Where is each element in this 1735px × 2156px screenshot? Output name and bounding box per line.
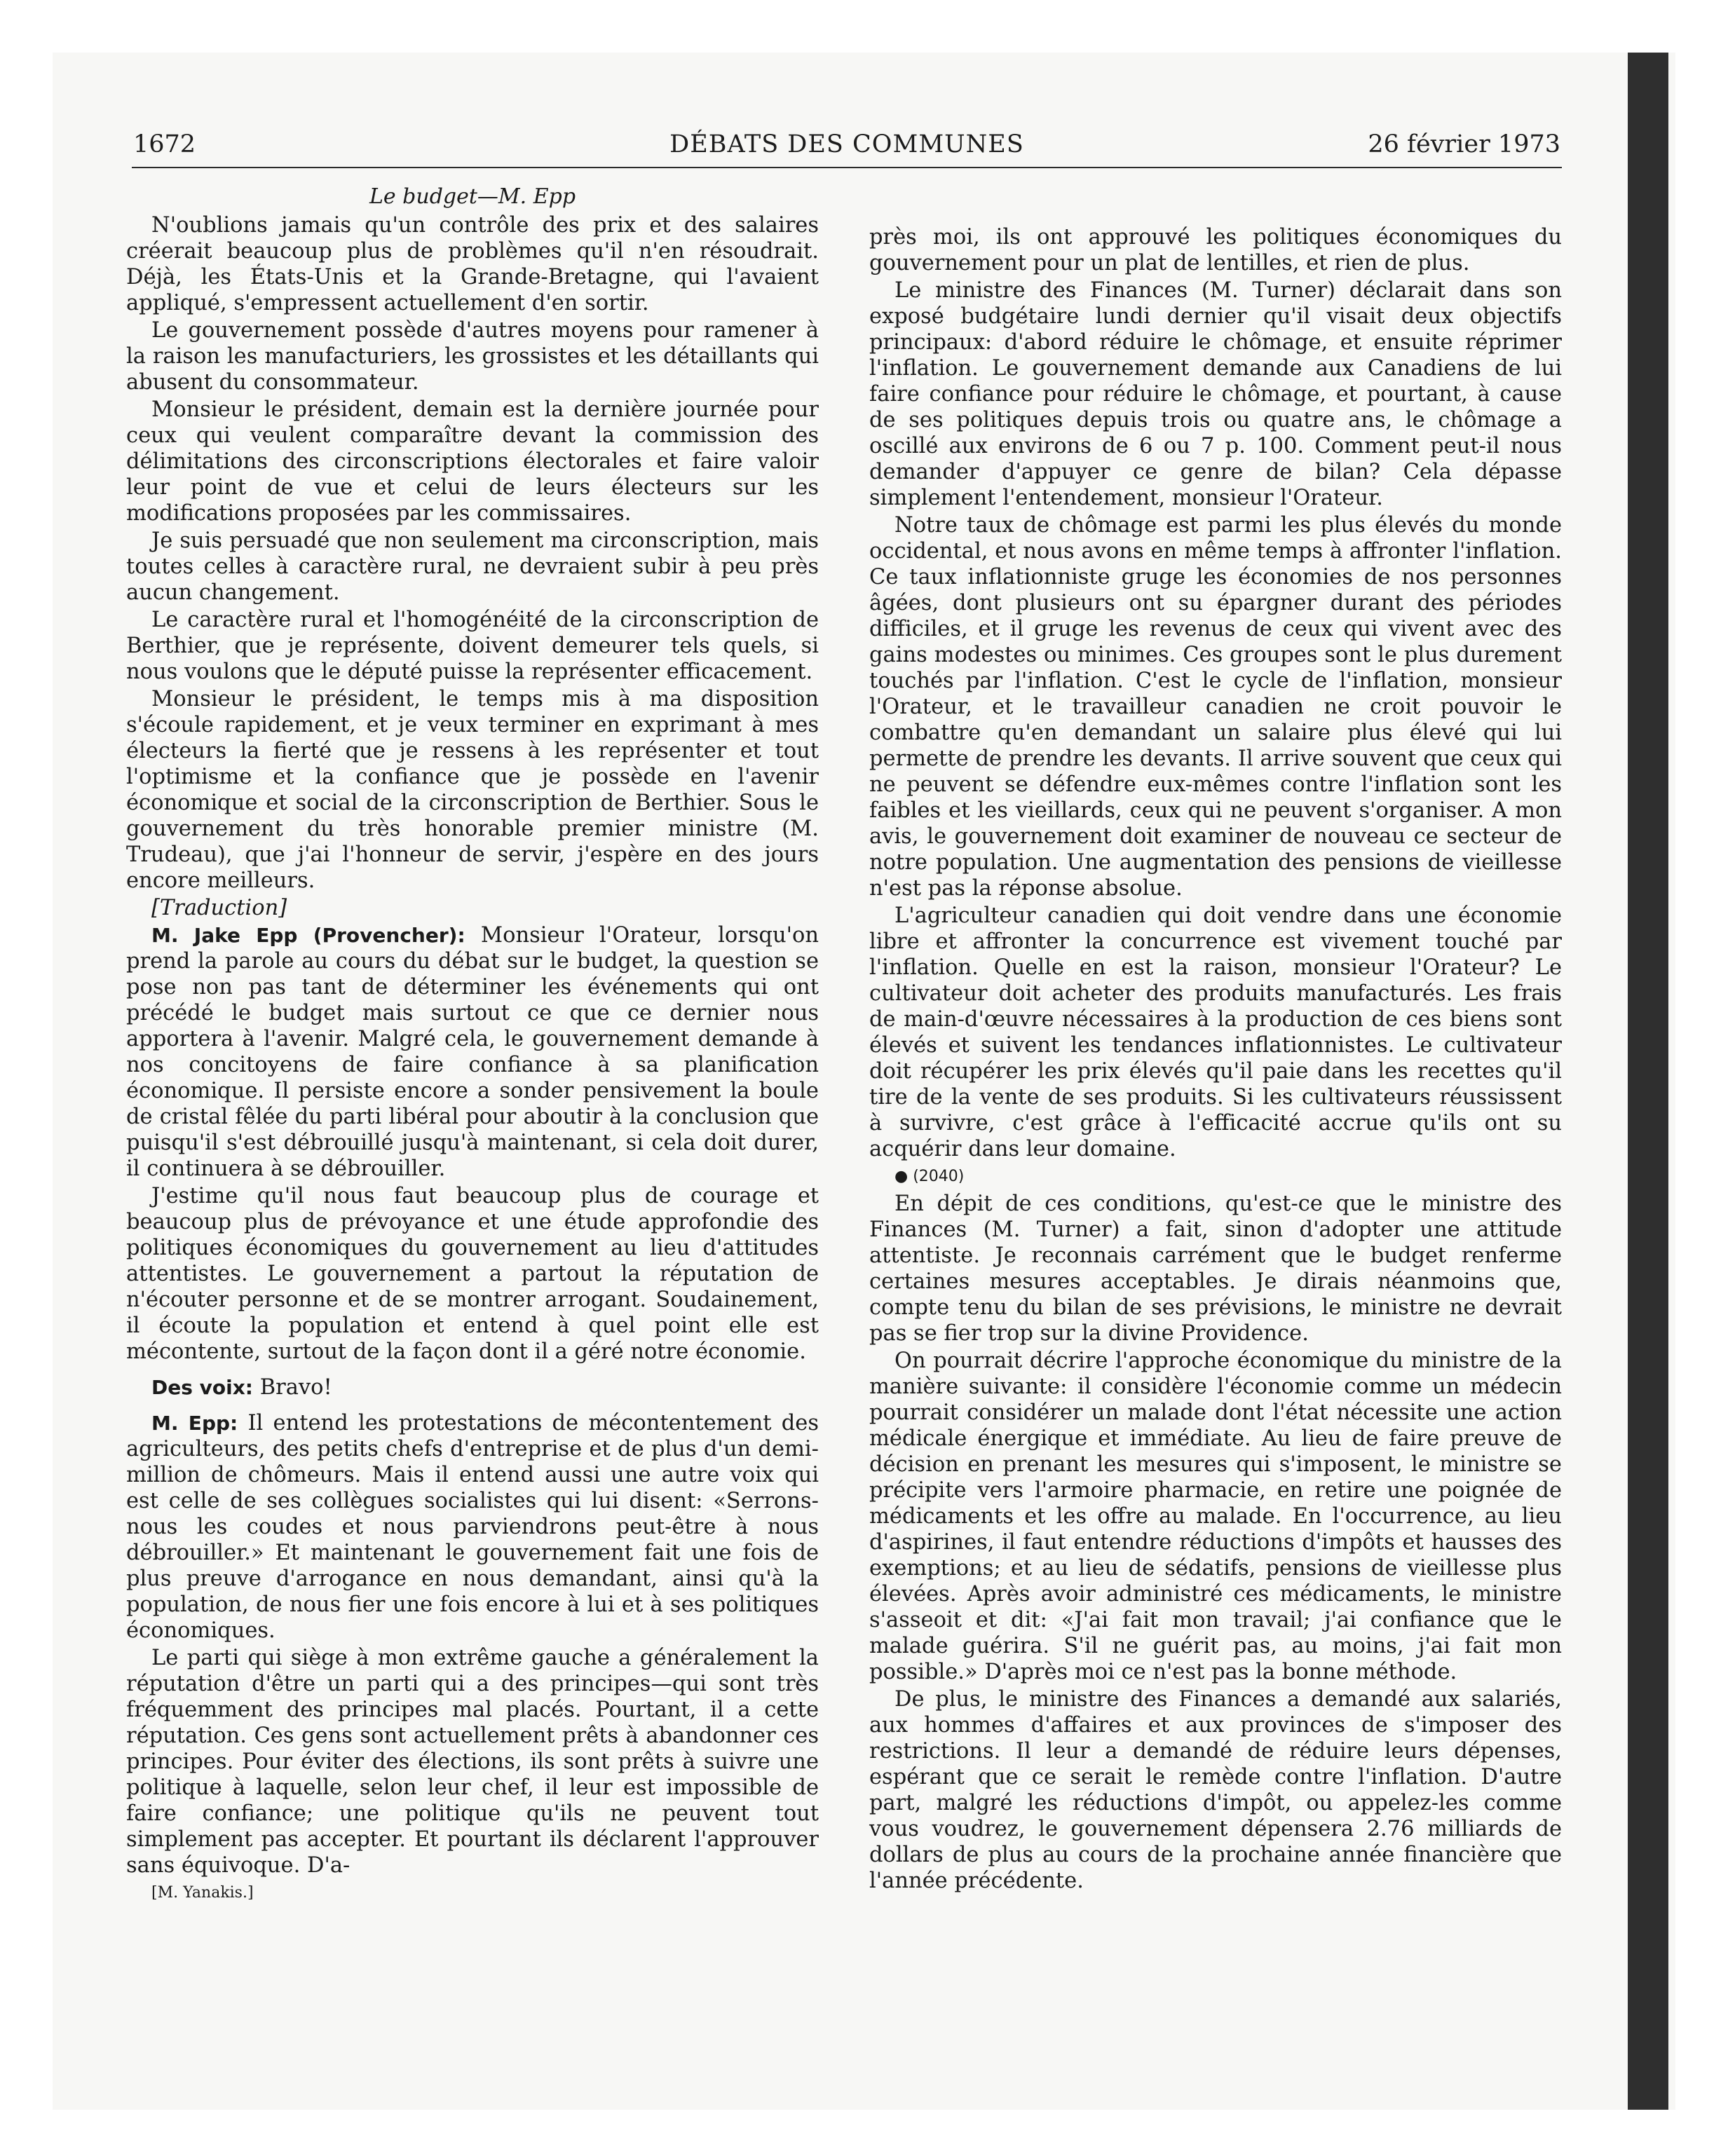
translation-note: [Traduction]	[151, 896, 287, 920]
publication-date: 26 février 1973	[1368, 130, 1560, 158]
paragraph: Notre taux de chômage est parmi les plus élevés du monde occidental, et nous avons en même temps à affronter l'inflation. Ce taux inflationniste gruge les économies de nos personnes âgées, dont plusieurs ont su épargner durant des périodes difficiles, et il gruge les revenus de ceux qui vivent avec des gains modestes ou minimes. Ces groupes sont le plus durement touchés par l'inflation. C'est le cycle de l'inflation, monsieur l'Orateur, et le travailleur canadien ne croit pouvoir le combattre qu'en demandant un salaire plus élevé qui lui permette de prendre les devants. Il arrive souvent que ceux qui ne peuvent se défendre eux-mêmes contre l'inflation sont les faibles et les vieillards, ceux qui ne peuvent s'organiser. A mon avis, le gouvernement doit examiner de nouveau ce secteur de notre population. Une augmentation des pensions de vieillesse n'est pas la réponse absolue.	[869, 513, 1562, 901]
publication-title: DÉBATS DES COMMUNES	[669, 130, 1024, 158]
paragraph: Le ministre des Finances (M. Turner) déclarait dans son exposé budgétaire lundi dernier qu'il visait deux objectifs principaux: d'abord réduire le chômage, et ensuite réprimer l'inflation. Le gouvernement demande aux Canadiens de lui faire confiance pour réduire le chômage, et pourtant, à cause de ses politiques depuis trois ou quatre ans, le chômage a oscillé aux environs de 6 ou 7 p. 100. Comment peut-il nous demander d'appuyer ce genre de bilan? Cela dépasse simplement l'entendement, monsieur l'Orateur.	[869, 278, 1562, 510]
speech-text: Bravo!	[259, 1375, 332, 1400]
paragraph: Le caractère rural et l'homogénéité de la circonscription de Berthier, que je représente, doivent demeurer tels quels, si nous voulons que le député puisse la représenter efficacement.	[126, 608, 819, 684]
paragraph: On pourrait décrire l'approche économique du ministre de la manière suivante: il considère l'économie comme un médecin pourrait considérer un malade dont l'état nécessite une action médicale énergique et immédiate. Au lieu de faire preuve de décision en prenant les mesures qui s'imposent, le ministre se précipite vers l'armoire pharmacie, en retire une poignée de médicaments et les offre au malade. En l'occurrence, au lieu d'aspirines, il faut entendre réductions d'impôts et hausses des exemptions; et au lieu de sédatifs, pensions de vieillesse plus élevées. Après avoir administré ces médicaments, le ministre s'asseoit et dit: «J'ai fait mon travail; j'ai confiance que le malade guérira. S'il ne guérit pas, au moins, j'ai fait mon possible.» D'après moi ce n'est pas la bonne méthode.	[869, 1349, 1562, 1684]
page-number: 1672	[133, 130, 196, 158]
section-rubric: Le budget—M. Epp	[369, 184, 576, 209]
right-column	[869, 224, 1562, 1895]
left-column	[126, 184, 819, 1907]
speech-text: Monsieur l'Orateur, lorsqu'on prend la parole au cours du débat sur le budget, la question se pose non pas tant de déterminer les événements qui ont précédé le budget mais surtout ce que ce dernier nous apportera à l'avenir. Malgré cela, le gouvernement demande à nos concitoyens de faire confiance à sa planification économique. Il persiste encore a sonder pensivement la boule de cristal fêlée du parti libéral pour aboutir à la conclusion que puisqu'il s'est débrouillé jusqu'à maintenant, si cela doit durer, il continuera à se débrouiller.	[126, 923, 819, 1181]
speaker-name: Des voix:	[151, 1376, 253, 1399]
paragraph: Monsieur le président, le temps mis à ma disposition s'écoule rapidement, et je veux terminer en exprimant à mes électeurs la fierté que je ressens à les représenter et tout l'optimisme et la confiance que je possède en l'avenir économique et social de la circonscription de Berthier. Sous le gouvernement du très honorable premier ministre (M. Trudeau), que j'ai l'honneur de servir, j'espère en des jours encore meilleurs.	[126, 687, 819, 893]
paragraph: Le parti qui siège à mon extrême gauche a généralement la réputation d'être un parti qui a des principes—qui sont très fréquemment des principes mal placés. Pourtant, il a cette réputation. Ces gens sont actuellement prêts à abandonner ces principes. Pour éviter des élections, ils sont prêts à suivre une politique à laquelle, selon leur chef, il leur est impossible de faire confiance; une politique qu'ils ne peuvent tout simplement pas accepter. Et pourtant ils déclarent l'approuver sans équivoque. D'a-	[126, 1646, 819, 1878]
speaker-name: M. Epp:	[151, 1412, 238, 1435]
speech-paragraph	[126, 1374, 819, 1400]
paragraph: L'agriculteur canadien qui doit vendre dans une économie libre et affronter la concurrence est vivement touché par l'inflation. Quelle en est la raison, monsieur l'Orateur? Le cultivateur doit acheter des produits manufacturés. Les frais de main-d'œuvre nécessaires à la production de ces biens sont élevés et suivent les tendances inflationnistes. Le cultivateur doit récupérer les prix élevés qu'il paie dans les recettes qu'il tire de la vente de ses produits. Si les cultivateurs réussissent à survivre, c'est grâce à l'efficacité accrue qu'ils ont su acquérir dans leur domaine.	[869, 903, 1562, 1161]
scan-binding-edge	[1628, 53, 1668, 2110]
paragraph: En dépit de ces conditions, qu'est-ce que le ministre des Finances (M. Turner) a fait, sinon d'adopter une attitude attentiste. Je reconnais carrément que le budget renferme certaines mesures acceptables. Je dirais néanmoins que, compte tenu du bilan de ses prévisions, le ministre ne devrait pas se fier trop sur la divine Providence.	[869, 1192, 1562, 1346]
paragraph: Le gouvernement possède d'autres moyens pour ramener à la raison les manufacturiers, les grossistes et les détaillants qui abusent du consommateur.	[126, 318, 819, 395]
paragraph: J'estime qu'il nous faut beaucoup plus de courage et beaucoup plus de prévoyance et une étude approfondie des politiques économiques du gouvernement au lieu d'attitudes attentistes. Le gouvernement a partout la réputation de n'écouter personne et de se montrer arrogant. Soudainement, il écoute la population et entend à quel point elle est mécontente, surtout de la façon dont il a géré notre économie.	[126, 1184, 819, 1364]
paragraph: Monsieur le président, demain est la dernière journée pour ceux qui veulent comparaître devant la commission des délimitations des circonscriptions électorales et faire valoir leur point de vue et celui de leurs électeurs sur les modifications proposées par les commissaires.	[126, 397, 819, 526]
paragraph: Je suis persuadé que non seulement ma circonscription, mais toutes celles à caractère rural, ne devraient subir à peu près aucun changement.	[126, 528, 819, 605]
speech-paragraph	[126, 1410, 819, 1644]
time-marker: ● (2040)	[894, 1168, 965, 1185]
speech-paragraph	[126, 922, 819, 1182]
paragraph: De plus, le ministre des Finances a demandé aux salariés, aux hommes d'affaires et aux provinces de s'imposer des restrictions. Il leur a demandé de réduire leurs dépenses, espérant que ce serait le remède contre l'inflation. D'autre part, malgré les réductions d'impôt, ou appelez-les comme vous voudrez, le gouvernement dépensera 2.76 milliards de dollars de plus au cours de la prochaine année financière que l'année précédente.	[869, 1687, 1562, 1893]
paragraph: près moi, ils ont approuvé les politiques économiques du gouvernement pour un plat de lentilles, et rien de plus.	[869, 225, 1562, 275]
paragraph: N'oublions jamais qu'un contrôle des prix et des salaires créerait beaucoup plus de problèmes qu'il n'en résoudrait. Déjà, les États-Unis et la Grande-Bretagne, qui l'avaient appliqué, s'empressent actuellement d'en sortir.	[126, 213, 819, 315]
speaker-name: M. Jake Epp (Provencher):	[151, 924, 465, 947]
page-header	[132, 128, 1562, 168]
speech-text: Il entend les protestations de mécontentement des agriculteurs, des petits chefs d'entreprise et de plus d'un demi-million de chômeurs. Mais il entend aussi une autre voix qui est celle de ses collègues socialistes qui lui disent: «Serrons-nous les coudes et nous parviendrons peut-être à nous débrouiller.» Et maintenant le gouvernement fait une fois de plus preuve d'arrogance en nous demandant, ainsi qu'à la population, de nous fier une fois encore à lui et à ses politiques économiques.	[126, 1411, 819, 1643]
reporter-note: [M. Yanakis.]	[151, 1884, 254, 1902]
